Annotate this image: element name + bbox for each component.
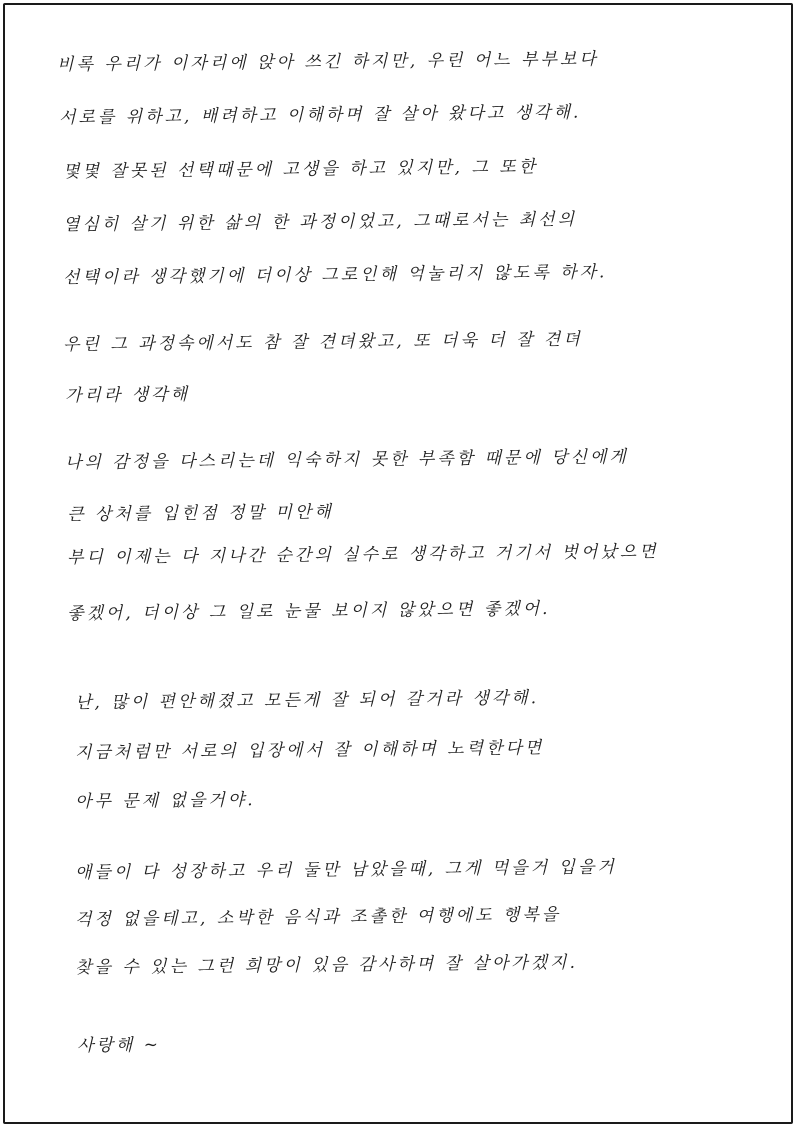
letter-line: 걱정 없을테고, 소박한 음식과 조촐한 여행에도 행복을 (74, 904, 562, 930)
letter-line: 찾을 수 있는 그런 희망이 있음 감사하며 잘 살아가겠지. (74, 952, 579, 978)
letter-line: 우린 그 과정속에서도 참 잘 견뎌왔고, 또 더욱 더 잘 견뎌 (62, 329, 583, 355)
letter-line: 가리라 생각해 (64, 384, 191, 406)
letter-line: 아무 문제 없을거야. (74, 790, 256, 812)
letter-line: 애들이 다 성장하고 우리 둘만 남았을때, 그게 먹을거 입을거 (74, 857, 617, 883)
letter-line: 나의 감정을 다스리는데 익숙하지 못한 부족함 때문에 당신에게 (64, 447, 629, 473)
letter-line: 지금처럼만 서로의 입장에서 잘 이해하며 노력한다면 (74, 738, 545, 763)
letter-line: 선택이라 생각했기에 더이상 그로인해 억눌리지 않도록 하자. (62, 262, 608, 288)
letter-line: 좋겠어, 더이상 그 일로 눈물 보이지 않았으면 좋겠어. (66, 598, 551, 624)
letter-line: 큰 상처를 입힌점 정말 미안해 (66, 502, 334, 525)
letter-line: 서로를 위하고, 배려하고 이해하며 잘 살아 왔다고 생각해. (58, 102, 582, 128)
letter-line: 부디 이제는 다 지나간 순간의 실수로 생각하고 거기서 벗어났으면 (66, 541, 659, 568)
letter-line: 열심히 살기 위한 삶의 한 과정이었고, 그때로서는 최선의 (62, 209, 578, 235)
letter-closing: 사랑해 ~ (76, 1035, 162, 1056)
letter-page (3, 3, 793, 1124)
letter-line: 몇몇 잘못된 선택때문에 고생을 하고 있지만, 그 또한 (62, 157, 539, 182)
letter-line: 비록 우리가 이자리에 앉아 쓰긴 하지만, 우린 어느 부부보다 (56, 49, 599, 75)
letter-line: 난, 많이 편안해졌고 모든게 잘 되어 갈거라 생각해. (74, 688, 540, 713)
